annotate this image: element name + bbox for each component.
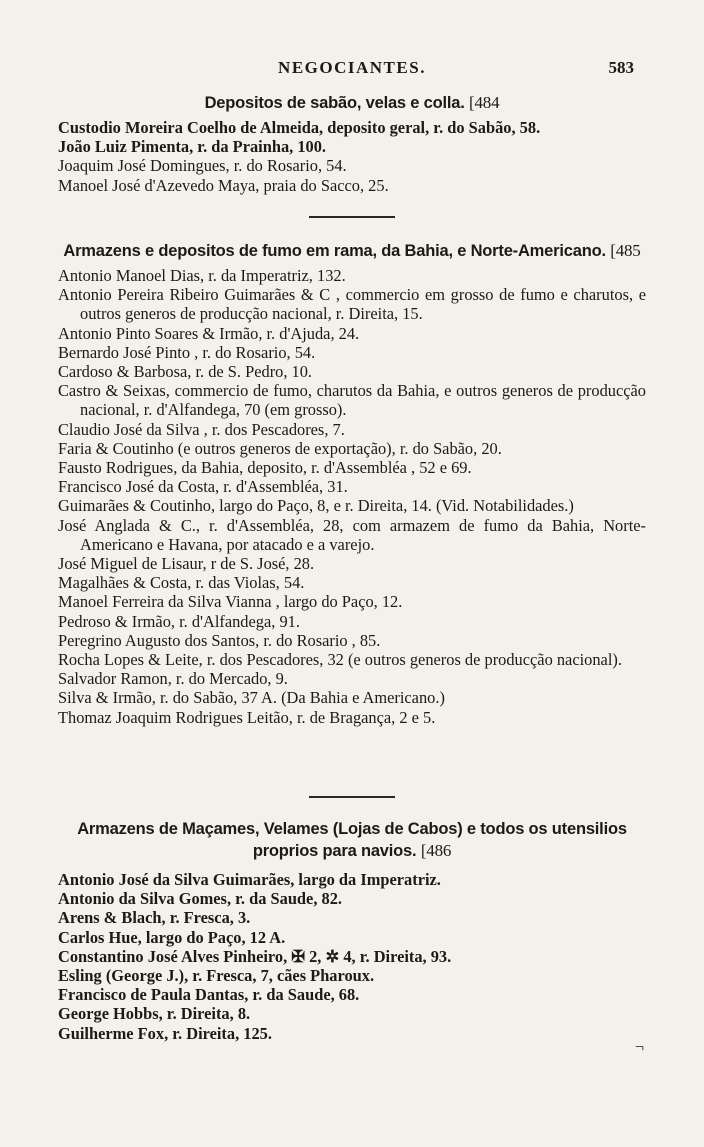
list-item: Bernardo José Pinto , r. do Rosario, 54. <box>58 342 316 362</box>
list-item: Antonio Pereira Ribeiro Guimarães & C , commercio em grosso de fumo e charutos, e outros generos de producção nacional, r. Direita, 15. <box>58 285 646 324</box>
entry-list <box>58 870 646 1043</box>
list-item: Antonio Manoel Dias, r. da Imperatriz, 132. <box>58 266 346 285</box>
list-item: Pedroso & Irmão, r. d'Alfandega, 91. <box>58 611 300 631</box>
list-item: Arens & Blach, r. Fresca, 3. <box>58 908 251 928</box>
list-item: Claudio José da Silva , r. dos Pescadores, 7. <box>58 419 345 439</box>
section-title-text: Armazens de Maçames, Velames (Lojas de Cabos) e todos os utensilios proprios para navios. <box>77 820 627 860</box>
section-title <box>58 818 646 862</box>
list-item: Magalhães & Costa, r. das Violas, 54. <box>58 573 305 593</box>
entry-list <box>58 118 646 195</box>
section-divider <box>309 216 395 218</box>
list-item: Manoel Ferreira da Silva Vianna , largo do Paço, 12. <box>58 592 403 612</box>
section-title-text: Armazens e depositos de fumo em rama, da Bahia, e Norte-Americano. <box>63 242 606 260</box>
list-item: Peregrino Augusto dos Santos, r. do Rosario , 85. <box>58 630 381 650</box>
list-item: Custodio Moreira Coelho de Almeida, deposito geral, r. do Sabão, 58. <box>58 118 541 137</box>
list-item: Francisco José da Costa, r. d'Assembléa, 31. <box>58 477 348 497</box>
list-item: Fausto Rodrigues, da Bahia, deposito, r. d'Assembléa , 52 e 69. <box>58 458 472 478</box>
list-item: Thomaz Joaquim Rodrigues Leitão, r. de Bragança, 2 e 5. <box>58 707 436 727</box>
list-item: José Miguel de Lisaur, r de S. José, 28. <box>58 554 315 574</box>
section-divider <box>309 796 395 798</box>
list-item: José Anglada & C., r. d'Assembléa, 28, com armazem de fumo da Bahia, Norte-Americano e Havana, por atacado e a varejo. <box>58 515 646 554</box>
list-item: Faria & Coutinho (e outros generos de exportação), r. do Sabão, 20. <box>58 438 502 458</box>
list-item: Antonio José da Silva Guimarães, largo da Imperatriz. <box>58 870 441 889</box>
list-item: Guilherme Fox, r. Direita, 125. <box>58 1023 272 1043</box>
list-item: Antonio da Silva Gomes, r. da Saude, 82. <box>58 889 343 909</box>
list-item: Silva & Irmão, r. do Sabão, 37 A. (Da Bahia e Americano.) <box>58 688 445 708</box>
section-title <box>58 240 646 262</box>
list-item: Castro & Seixas, commercio de fumo, charutos da Bahia, e outros generos de producção nacional, r. d'Alfandega, 70 (em grosso). <box>58 381 646 420</box>
section-title-text: Depositos de sabão, velas e colla. <box>204 94 465 112</box>
list-item: George Hobbs, r. Direita, 8. <box>58 1004 251 1024</box>
list-item: João Luiz Pimenta, r. da Prainha, 100. <box>58 137 327 157</box>
section-code: [485 <box>610 241 641 260</box>
list-item: Carlos Hue, largo do Paço, 12 A. <box>58 927 286 947</box>
section-ship-chandlers <box>58 818 646 1043</box>
page-header <box>0 58 704 86</box>
section-tobacco <box>58 240 646 727</box>
corner-mark: ¬ <box>634 1039 644 1056</box>
page-number: 583 <box>608 58 634 77</box>
list-item: Manoel José d'Azevedo Maya, praia do Sacco, 25. <box>58 175 389 195</box>
list-item: Constantino José Alves Pinheiro, ✠ 2, ✲ 4, r. Direita, 93. <box>58 946 452 966</box>
section-soap-candles <box>58 92 646 195</box>
section-code: [484 <box>469 93 500 112</box>
list-item: Francisco de Paula Dantas, r. da Saude, 68. <box>58 985 360 1005</box>
section-code: [486 <box>420 841 452 860</box>
list-item: Rocha Lopes & Leite, r. dos Pescadores, 32 (e outros generos de producção nacional). <box>58 650 622 670</box>
list-item: Cardoso & Barbosa, r. de S. Pedro, 10. <box>58 362 313 382</box>
list-item: Joaquim José Domingues, r. do Rosario, 54. <box>58 156 347 176</box>
list-item: Salvador Ramon, r. do Mercado, 9. <box>58 669 288 689</box>
running-head: NEGOCIANTES. <box>278 58 426 77</box>
list-item: Antonio Pinto Soares & Irmão, r. d'Ajuda, 24. <box>58 323 360 343</box>
list-item: Guimarães & Coutinho, largo do Paço, 8, e r. Direita, 14. (Vid. Notabilidades.) <box>58 496 574 516</box>
section-title <box>58 92 646 114</box>
entry-list <box>58 266 646 727</box>
list-item: Esling (George J.), r. Fresca, 7, cães Pharoux. <box>58 966 375 986</box>
